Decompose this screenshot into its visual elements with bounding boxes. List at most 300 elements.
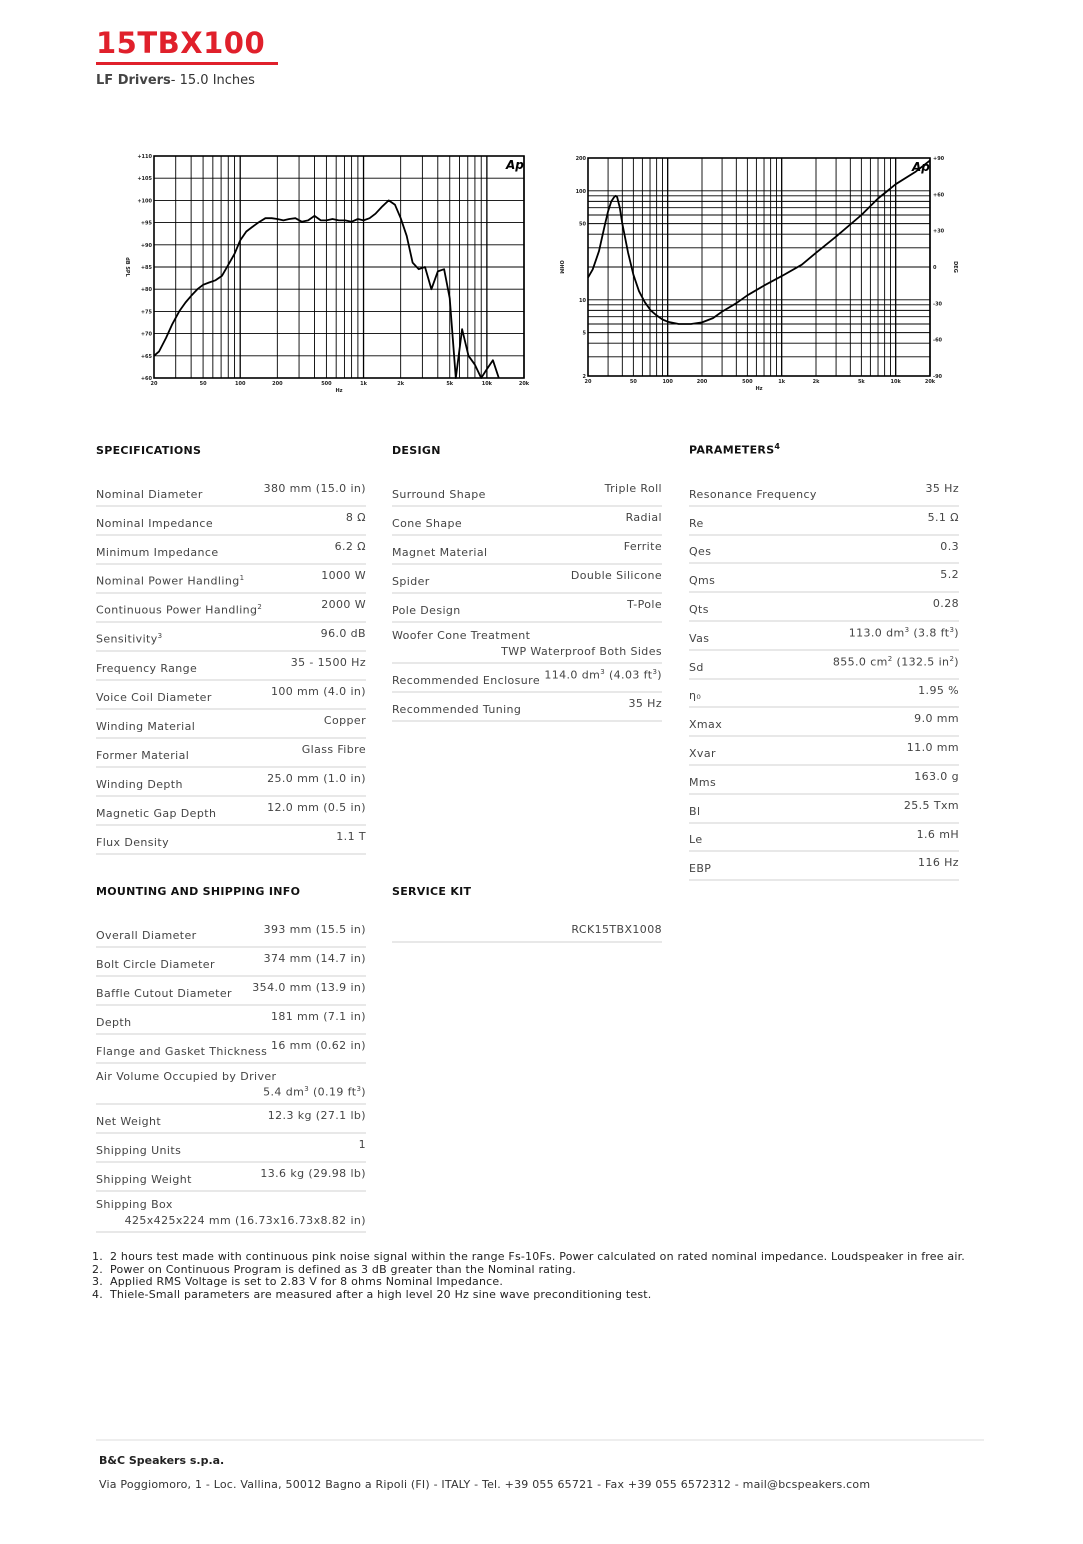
row-value-text: 16 mm (0.62 in) bbox=[270, 1039, 366, 1052]
row-label bbox=[689, 776, 716, 789]
footnote-text: 2 hours test made with continuous pink noise signal within the range Fs-10Fs. Power calculated on rated nominal impedance. Loudspeaker in free air. bbox=[110, 1250, 965, 1263]
row-value-text: Copper bbox=[323, 714, 366, 727]
row-label-text: η₀ bbox=[689, 689, 702, 703]
row-value-text: Triple Roll bbox=[604, 482, 662, 495]
x-tick-label: 10k bbox=[481, 381, 493, 387]
row-label-text: Le bbox=[689, 833, 703, 847]
row-label bbox=[689, 747, 716, 760]
table-row bbox=[689, 478, 959, 507]
row-value bbox=[291, 656, 366, 669]
y-tick-label: 50 bbox=[579, 221, 586, 228]
row-value bbox=[933, 597, 959, 610]
row-label bbox=[96, 720, 195, 733]
row-value-text: 393 mm (15.5 in) bbox=[263, 923, 366, 936]
y-tick-label: +75 bbox=[140, 309, 152, 316]
grid bbox=[588, 158, 930, 376]
row-label-sup: 3 bbox=[157, 632, 163, 641]
table-row bbox=[689, 651, 959, 680]
row-label-text: Woofer Cone Treatment bbox=[392, 629, 531, 642]
table-row bbox=[392, 693, 662, 722]
row-value-text: 0.28 bbox=[932, 597, 959, 611]
row-value-text: 1.1 T bbox=[336, 830, 366, 843]
row-label bbox=[96, 1115, 161, 1128]
y-tick-label: +110 bbox=[137, 154, 152, 160]
row-label bbox=[96, 1016, 132, 1029]
table-row bbox=[96, 826, 366, 855]
y-tick-label: +90 bbox=[140, 242, 152, 249]
mounting-table bbox=[96, 919, 366, 1233]
row-label-text: Baffle Cutout Diameter bbox=[96, 987, 232, 1000]
row-value bbox=[359, 1138, 366, 1151]
table-row bbox=[689, 593, 959, 622]
specifications-heading: SPECIFICATIONS bbox=[96, 444, 202, 457]
row-value-end: ) bbox=[954, 626, 959, 640]
y-tick-label: 5 bbox=[582, 330, 586, 337]
row-value-end: ) bbox=[361, 1086, 366, 1099]
x-tick-label: 500 bbox=[321, 381, 332, 387]
y-tick-label: +80 bbox=[140, 287, 152, 294]
row-label bbox=[689, 517, 704, 530]
ap-logo: Ap bbox=[506, 158, 524, 172]
row-label-text: Surround Shape bbox=[392, 488, 486, 501]
row-label bbox=[96, 807, 216, 820]
y-tick-label: +100 bbox=[137, 198, 152, 205]
impedance-chart bbox=[553, 148, 973, 398]
row-value bbox=[125, 1214, 366, 1227]
row-value-text: 5.4 dm bbox=[263, 1086, 305, 1099]
row-value bbox=[904, 799, 959, 812]
footer-divider bbox=[96, 1439, 984, 1441]
y-tick-label: 100 bbox=[575, 188, 586, 195]
row-value-text: 12.3 kg (27.1 lb) bbox=[267, 1109, 366, 1122]
table-row bbox=[96, 478, 366, 507]
row-value-text: 113.0 dm bbox=[848, 626, 905, 640]
row-label bbox=[96, 836, 169, 849]
row-label-text: Voice Coil Diameter bbox=[96, 691, 212, 704]
row-label bbox=[689, 545, 711, 558]
specifications-table bbox=[96, 478, 366, 855]
x-tick-label: 20k bbox=[518, 381, 530, 387]
row-value-sup: 3 bbox=[904, 625, 910, 634]
row-value-text: 374 mm (14.7 in) bbox=[263, 952, 366, 965]
row-value-text: Ferrite bbox=[623, 540, 662, 553]
x-tick-label: 2k bbox=[812, 379, 820, 385]
table-row bbox=[96, 507, 366, 536]
row-value bbox=[264, 482, 366, 495]
row-label bbox=[96, 1198, 173, 1211]
row-value-text: 116 Hz bbox=[918, 856, 959, 870]
x-axis-label: Hz bbox=[335, 388, 343, 394]
row-value-sup: 3 bbox=[304, 1085, 310, 1094]
row-value-tail: (132.5 in bbox=[892, 655, 950, 669]
row-value bbox=[324, 714, 366, 727]
table-row bbox=[96, 1064, 366, 1105]
row-value-text: 1000 W bbox=[321, 569, 366, 582]
row-value-text: 1 bbox=[358, 1138, 366, 1151]
y-tick-label: +105 bbox=[137, 176, 152, 183]
row-label-text: Recommended Enclosure bbox=[392, 674, 540, 687]
row-value-tail: (0.19 ft bbox=[309, 1086, 357, 1099]
table-row bbox=[96, 681, 366, 710]
row-label bbox=[689, 661, 704, 674]
row-label bbox=[689, 574, 715, 587]
row-value-end: ) bbox=[954, 655, 959, 669]
row-value bbox=[628, 697, 662, 710]
row-label-text: Bl bbox=[689, 804, 701, 818]
x-tick-label: 20k bbox=[924, 379, 936, 385]
row-value-text: TWP Waterproof Both Sides bbox=[501, 645, 662, 658]
table-row bbox=[689, 507, 959, 536]
row-value-text: 181 mm (7.1 in) bbox=[270, 1010, 366, 1023]
row-value bbox=[918, 856, 959, 869]
row-value bbox=[917, 828, 959, 841]
row-label bbox=[96, 603, 262, 617]
row-value bbox=[267, 801, 366, 814]
row-value bbox=[271, 1010, 366, 1023]
row-value-text: 1.6 mH bbox=[916, 827, 959, 841]
row-value bbox=[833, 655, 959, 669]
row-label-text: Magnet Material bbox=[392, 546, 488, 559]
x-tick-label: 200 bbox=[696, 379, 708, 385]
category-label: LF Drivers bbox=[96, 73, 171, 88]
row-label-text: Former Material bbox=[96, 749, 190, 762]
footnotes bbox=[92, 1251, 965, 1301]
row-value bbox=[914, 712, 959, 725]
row-value bbox=[907, 741, 959, 754]
frequency-response-chart bbox=[118, 148, 538, 398]
row-value-text: 13.6 kg (29.98 lb) bbox=[260, 1167, 366, 1180]
row-value bbox=[346, 511, 366, 524]
table-row bbox=[392, 478, 662, 507]
row-label bbox=[96, 691, 212, 704]
x-axis-label: Hz bbox=[755, 386, 763, 392]
row-value-text: 114.0 dm bbox=[544, 668, 601, 682]
row-value bbox=[335, 540, 366, 553]
row-label-sup: 2 bbox=[257, 603, 263, 612]
row-value-tail: (3.8 ft bbox=[909, 626, 950, 640]
row-label-text: Mms bbox=[689, 775, 717, 789]
row-value bbox=[627, 598, 662, 611]
row-value bbox=[260, 1167, 366, 1180]
row-value-sup2: 3 bbox=[949, 625, 955, 634]
row-label-text: Net Weight bbox=[96, 1115, 162, 1128]
row-label-text: Bolt Circle Diameter bbox=[96, 958, 215, 971]
row-label-text: Minimum Impedance bbox=[96, 546, 219, 559]
table-row bbox=[96, 1105, 366, 1134]
row-value bbox=[321, 598, 366, 611]
row-label-text: Recommended Tuning bbox=[392, 703, 522, 716]
row-value-text: 25.0 mm (1.0 in) bbox=[267, 772, 366, 785]
footnote-number: 4. bbox=[92, 1287, 103, 1301]
y-axis-label: OHM bbox=[558, 260, 564, 274]
row-label-text: Sensitivity bbox=[96, 633, 158, 646]
row-label bbox=[392, 546, 487, 559]
row-value-text: 35 - 1500 Hz bbox=[290, 656, 366, 669]
table-row bbox=[96, 1134, 366, 1163]
row-label bbox=[96, 929, 197, 942]
row-value bbox=[271, 685, 366, 698]
y2-tick-label: +30 bbox=[933, 228, 945, 235]
row-value bbox=[605, 482, 662, 495]
row-label bbox=[689, 718, 722, 731]
footnote-number: 1. bbox=[92, 1250, 103, 1263]
parameters-heading-text: PARAMETERS bbox=[689, 443, 775, 457]
y-tick-label: 2 bbox=[582, 374, 586, 380]
row-value-text: Double Silicone bbox=[570, 569, 662, 582]
row-label bbox=[689, 488, 817, 501]
row-value-sup: 2 bbox=[887, 654, 893, 663]
row-value-text: 5.2 bbox=[940, 568, 959, 582]
row-value-text: 1.95 % bbox=[918, 683, 959, 697]
row-value-text: 380 mm (15.0 in) bbox=[263, 482, 366, 495]
mounting-heading: MOUNTING AND SHIPPING INFO bbox=[96, 885, 301, 898]
table-row bbox=[392, 565, 662, 594]
table-row bbox=[96, 977, 366, 1006]
product-subtitle bbox=[96, 73, 255, 88]
y-tick-label: +85 bbox=[140, 265, 152, 271]
row-label-text: Xmax bbox=[689, 718, 723, 732]
x-tick-label: 20 bbox=[150, 381, 158, 387]
row-label bbox=[689, 689, 701, 702]
company-address: Via Poggiomoro, 1 - Loc. Vallina, 50012 Bagno a Ripoli (FI) - ITALY - Tel. +39 055 65721 - Fax +39 055 6572312 - mail@bcspeakers.com bbox=[99, 1478, 871, 1491]
table-row bbox=[392, 507, 662, 536]
table-row bbox=[96, 1192, 366, 1233]
footnote-number: 3. bbox=[92, 1275, 103, 1288]
row-label-text: Nominal Power Handling bbox=[96, 575, 240, 588]
table-row bbox=[689, 737, 959, 766]
row-value-text: 5.1 Ω bbox=[927, 510, 959, 524]
row-label bbox=[689, 862, 711, 875]
table-row bbox=[96, 768, 366, 797]
table-row bbox=[392, 594, 662, 623]
row-label-text: Winding Depth bbox=[96, 778, 183, 791]
x-tick-label: 500 bbox=[742, 379, 753, 385]
row-value bbox=[501, 645, 662, 658]
row-label-text: Nominal Diameter bbox=[96, 488, 203, 501]
row-label bbox=[96, 987, 232, 1000]
x-tick-label: 200 bbox=[272, 381, 283, 387]
table-row bbox=[392, 664, 662, 693]
parameters-heading bbox=[689, 442, 780, 457]
row-label bbox=[689, 805, 700, 818]
table-row bbox=[96, 710, 366, 739]
row-label-text: Pole Design bbox=[392, 604, 461, 617]
row-label bbox=[392, 488, 486, 501]
y2-tick-label: 0 bbox=[933, 265, 937, 271]
row-value bbox=[271, 1039, 366, 1052]
x-tick-label: 10k bbox=[890, 379, 901, 385]
row-value-text: 354.0 mm (13.9 in) bbox=[252, 981, 366, 994]
row-label bbox=[96, 1070, 276, 1083]
row-value bbox=[264, 952, 366, 965]
row-label-text: Continuous Power Handling bbox=[96, 604, 258, 617]
row-value-text: T-Pole bbox=[627, 598, 662, 611]
table-row bbox=[689, 795, 959, 824]
y2-tick-label: -30 bbox=[933, 301, 943, 308]
x-tick-label: 20 bbox=[584, 379, 592, 385]
table-row bbox=[96, 1006, 366, 1035]
y-tick-label: 200 bbox=[575, 156, 586, 162]
y-tick-label: +70 bbox=[140, 331, 152, 338]
x-tick-label: 100 bbox=[234, 381, 246, 387]
row-label bbox=[96, 1045, 267, 1058]
row-label-text: Qms bbox=[689, 574, 716, 588]
row-value-text: 6.2 Ω bbox=[334, 540, 366, 553]
row-value-text: 12.0 mm (0.5 in) bbox=[267, 801, 366, 814]
table-row bbox=[689, 536, 959, 565]
row-value-text: Radial bbox=[625, 511, 662, 524]
parameters-table bbox=[689, 478, 959, 881]
row-value bbox=[252, 981, 366, 994]
row-value-text: 855.0 cm bbox=[832, 655, 888, 669]
table-row bbox=[689, 852, 959, 881]
table-row bbox=[96, 797, 366, 826]
table-row bbox=[96, 536, 366, 565]
row-label-sup: 1 bbox=[239, 574, 245, 583]
row-value-text: 2000 W bbox=[321, 598, 366, 611]
row-label bbox=[689, 833, 703, 846]
row-label bbox=[96, 749, 189, 762]
table-row bbox=[96, 623, 366, 652]
row-label-text: Overall Diameter bbox=[96, 929, 197, 942]
row-label-text: Air Volume Occupied by Driver bbox=[96, 1070, 277, 1083]
table-row bbox=[96, 1163, 366, 1192]
footnote-text: Power on Continuous Program is defined as 3 dB greater than the Nominal rating. bbox=[110, 1262, 576, 1276]
row-label-text: Sd bbox=[689, 660, 704, 674]
table-row bbox=[96, 919, 366, 948]
row-label bbox=[96, 778, 183, 791]
row-value-sup2: 3 bbox=[652, 668, 658, 676]
row-value-text: 35 Hz bbox=[925, 482, 959, 495]
table-row bbox=[96, 739, 366, 768]
row-label-text: Nominal Impedance bbox=[96, 517, 214, 530]
y2-tick-label: +90 bbox=[933, 156, 945, 162]
row-label bbox=[392, 604, 461, 617]
row-value bbox=[336, 830, 366, 843]
row-label bbox=[392, 629, 530, 642]
table-row bbox=[96, 1035, 366, 1064]
row-value bbox=[321, 627, 366, 640]
row-label-text: Qts bbox=[689, 602, 709, 616]
row-label-text: EBP bbox=[689, 862, 712, 876]
row-label bbox=[392, 703, 521, 716]
y-tick-label: +65 bbox=[140, 353, 152, 360]
design-table bbox=[392, 478, 662, 722]
row-label bbox=[96, 1173, 192, 1186]
row-value-text: 0.3 bbox=[940, 539, 959, 553]
row-value bbox=[849, 626, 959, 640]
row-label-text: Depth bbox=[96, 1016, 132, 1029]
x-tick-label: 100 bbox=[662, 379, 673, 385]
y2-axis-label: DEG bbox=[952, 261, 958, 273]
y2-tick-label: -60 bbox=[933, 337, 943, 344]
row-label bbox=[96, 574, 244, 588]
row-label-text: Magnetic Gap Depth bbox=[96, 807, 217, 820]
row-value bbox=[268, 1109, 366, 1122]
row-value-end: ) bbox=[657, 668, 662, 682]
x-tick-label: 5k bbox=[446, 381, 454, 387]
row-label bbox=[96, 662, 197, 675]
table-row bbox=[96, 652, 366, 681]
footnote-number: 2. bbox=[92, 1262, 103, 1276]
row-value bbox=[544, 668, 662, 682]
row-label-text: Shipping Weight bbox=[96, 1173, 192, 1186]
row-label-text: Cone Shape bbox=[392, 517, 463, 530]
table-row bbox=[96, 594, 366, 623]
y-axis-label: dB SPL bbox=[124, 257, 130, 277]
table-row bbox=[392, 536, 662, 565]
row-label-text: Re bbox=[689, 516, 704, 530]
table-row bbox=[96, 948, 366, 977]
row-value bbox=[302, 743, 366, 756]
row-value-text: 11.0 mm bbox=[906, 741, 959, 755]
table-row bbox=[689, 708, 959, 737]
footnote bbox=[92, 1289, 965, 1302]
y-tick-label: +95 bbox=[140, 220, 152, 227]
x-tick-label: 2k bbox=[397, 381, 405, 387]
y-tick-label: +60 bbox=[140, 376, 152, 382]
row-value-text: 425x425x224 mm (16.73x16.73x8.82 in) bbox=[124, 1214, 366, 1227]
row-label-text: Spider bbox=[392, 575, 430, 588]
row-value-text: 25.5 Txm bbox=[903, 798, 959, 812]
row-label-text: Flange and Gasket Thickness bbox=[96, 1045, 268, 1058]
row-value bbox=[914, 770, 959, 783]
service-kit-row bbox=[392, 919, 662, 943]
x-tick-label: 50 bbox=[629, 379, 637, 385]
table-row bbox=[689, 824, 959, 853]
parameters-heading-sup: 4 bbox=[774, 442, 781, 451]
row-label bbox=[392, 674, 540, 687]
x-tick-label: 50 bbox=[199, 381, 207, 387]
company-name: B&C Speakers s.p.a. bbox=[99, 1454, 225, 1467]
row-label bbox=[392, 575, 430, 588]
row-label-text: Winding Material bbox=[96, 720, 196, 733]
row-value bbox=[928, 511, 959, 524]
design-heading: DESIGN bbox=[392, 444, 441, 457]
row-value bbox=[940, 540, 959, 553]
footnote-text: Applied RMS Voltage is set to 2.83 V for 8 ohms Nominal Impedance. bbox=[110, 1275, 504, 1288]
table-row bbox=[689, 622, 959, 651]
row-label bbox=[392, 517, 462, 530]
grid bbox=[154, 156, 524, 378]
service-kit-heading: SERVICE KIT bbox=[392, 885, 472, 898]
x-tick-label: 1k bbox=[360, 381, 367, 387]
row-value-sup2: 3 bbox=[356, 1085, 362, 1094]
row-value bbox=[267, 772, 366, 785]
row-value bbox=[940, 568, 959, 581]
row-value-text: 100 mm (4.0 in) bbox=[270, 685, 366, 698]
service-kit-table bbox=[392, 919, 662, 943]
row-label-text: Shipping Units bbox=[96, 1144, 182, 1157]
size-label: - 15.0 Inches bbox=[170, 73, 255, 88]
row-value-text: 35 Hz bbox=[628, 697, 662, 710]
row-value-tail: (4.03 ft bbox=[605, 668, 653, 682]
table-row bbox=[689, 680, 959, 709]
table-row bbox=[392, 623, 662, 664]
row-label-text: Qes bbox=[689, 545, 712, 559]
row-value bbox=[263, 1085, 366, 1099]
model-title: 15TBX100 bbox=[96, 26, 266, 60]
row-value-sup: 3 bbox=[600, 668, 606, 676]
x-tick-label: 5k bbox=[857, 379, 865, 385]
row-value bbox=[264, 923, 366, 936]
footnote-text: Thiele-Small parameters are measured after a high level 20 Hz sine wave preconditioning test. bbox=[110, 1287, 652, 1301]
row-label bbox=[96, 1144, 181, 1157]
title-underline bbox=[96, 62, 278, 65]
row-value-sup2: 2 bbox=[949, 654, 955, 663]
row-value bbox=[571, 569, 662, 582]
x-tick-label: 1k bbox=[778, 379, 786, 385]
